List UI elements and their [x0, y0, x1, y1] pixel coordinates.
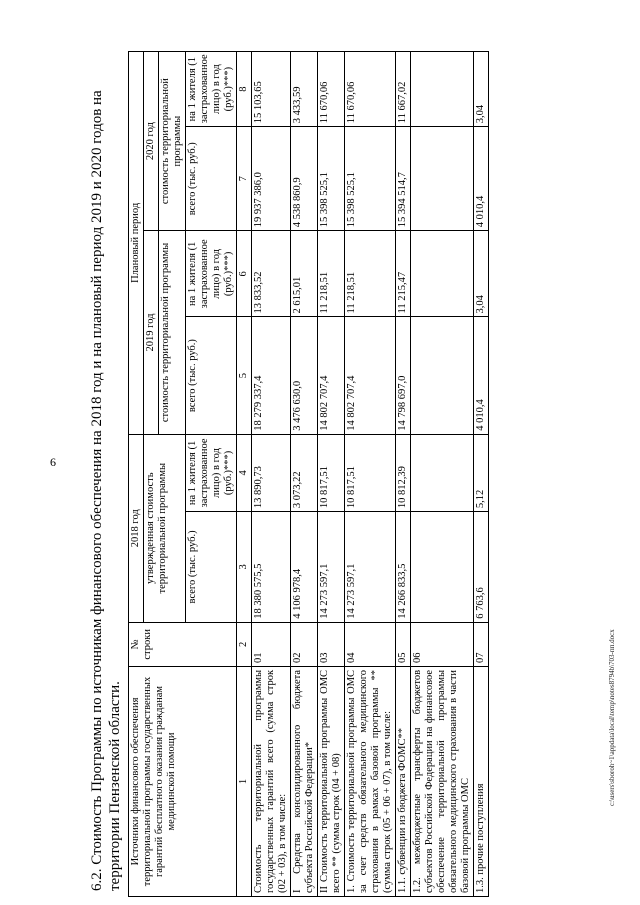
value-total-2019	[411, 317, 474, 434]
value-per-capita-2020	[411, 52, 474, 127]
value-per-capita-2019: 11 218,51	[318, 231, 345, 317]
col-index: 5	[237, 317, 252, 434]
value-total-2018: 4 106 978,4	[291, 512, 318, 623]
source-name: 1. Стоимость территориальной программы ОМС за счет средств обязательного медицинского страхования в рамках базовой программы ** (сумма строк (05 + 06 + 07), в том числе:	[345, 666, 396, 896]
table-row	[252, 52, 291, 897]
value-per-capita-2019	[411, 231, 474, 317]
table-row	[474, 52, 489, 897]
header-total-2020: всего (тыс. руб.)	[186, 127, 237, 231]
header-per-capita-2019: на 1 жителя (1 застрахованное лицо) в год (руб.)***)	[186, 231, 237, 317]
value-per-capita-2018: 5,12	[474, 434, 489, 511]
row-code: 06	[411, 622, 474, 666]
value-per-capita-2019: 3,04	[474, 231, 489, 317]
value-total-2019: 14 798 697,0	[396, 317, 411, 434]
header-total-2019: всего (тыс. руб.)	[186, 317, 237, 434]
row-code: 01	[252, 622, 291, 666]
col-index: 1	[237, 666, 252, 896]
table-row	[411, 52, 474, 897]
value-per-capita-2019: 13 833,52	[252, 231, 291, 317]
header-terr-cost-2020: стоимость территориальной программы	[159, 52, 186, 231]
footer-file-path: c:\users\sboroh~1\appdata\local\temp\notes8794b\703-пп.docx	[608, 629, 616, 806]
value-per-capita-2018: 10 817,51	[318, 434, 345, 511]
value-total-2020: 15 398 525,1	[345, 127, 396, 231]
col-index: 4	[237, 434, 252, 511]
source-name: Стоимость территориальной программы государственных гарантий всего (сумма строк (02 + 03), в том числе:	[252, 666, 291, 896]
value-total-2019: 4 010,4	[474, 317, 489, 434]
table-row	[345, 52, 396, 897]
value-total-2020: 15 394 514,7	[396, 127, 411, 231]
value-per-capita-2019: 11 218,51	[345, 231, 396, 317]
row-code: 07	[474, 622, 489, 666]
value-per-capita-2018: 3 073,22	[291, 434, 318, 511]
source-name: 1.1. субвенции из бюджета ФОМС**	[396, 666, 411, 896]
header-per-capita-2018: на 1 жителя (1 застрахованное лицо) в год (руб.)***)	[186, 434, 237, 511]
value-per-capita-2019: 11 215,47	[396, 231, 411, 317]
col-index: 8	[237, 52, 252, 127]
value-per-capita-2018: 10 812,39	[396, 434, 411, 511]
value-total-2020: 15 398 525,1	[318, 127, 345, 231]
row-code: 02	[291, 622, 318, 666]
col-index: 3	[237, 512, 252, 623]
table-row	[396, 52, 411, 897]
value-per-capita-2020: 3,04	[474, 52, 489, 127]
value-total-2018: 14 266 833,5	[396, 512, 411, 623]
col-index: 6	[237, 231, 252, 317]
value-per-capita-2020: 15 103,65	[252, 52, 291, 127]
value-total-2018: 18 380 575,5	[252, 512, 291, 623]
value-total-2020	[411, 127, 474, 231]
row-code: 04	[345, 622, 396, 666]
header-row-no: № строки	[129, 622, 237, 666]
col-index: 7	[237, 127, 252, 231]
column-index-row	[237, 52, 252, 897]
header-total-2018: всего (тыс. руб.)	[186, 512, 237, 623]
value-per-capita-2019: 2 615,01	[291, 231, 318, 317]
value-total-2020: 19 937 386,0	[252, 127, 291, 231]
value-total-2019: 18 279 337,4	[252, 317, 291, 434]
header-per-capita-2020: на 1 жителя (1 застрахованное лицо) в год (руб.)***)	[186, 52, 237, 127]
value-per-capita-2018	[411, 434, 474, 511]
source-name: I Средства консолидированного бюджета субъекта Российской Федерации*	[291, 666, 318, 896]
source-name: 1.2. межбюджетные трансферты бюджетов субъектов Российской Федерации на финансовое обеспечение территориальной программы обязательного медицинского страхования в части базовой программы ОМС	[411, 666, 474, 896]
value-per-capita-2020: 11 670,06	[318, 52, 345, 127]
value-per-capita-2020: 3 433,59	[291, 52, 318, 127]
header-2020: 2020 год	[144, 52, 159, 231]
value-total-2020: 4 538 860,9	[291, 127, 318, 231]
value-total-2019: 14 802 707,4	[318, 317, 345, 434]
value-total-2018: 14 273 597,1	[345, 512, 396, 623]
row-code: 03	[318, 622, 345, 666]
value-total-2018: 14 273 597,1	[318, 512, 345, 623]
value-per-capita-2018: 10 817,51	[345, 434, 396, 511]
value-per-capita-2020: 11 670,06	[345, 52, 396, 127]
header-approved-cost: утвержденная стоимость территориальной программы	[144, 434, 186, 622]
header-planned-period: Плановый период	[129, 52, 144, 435]
value-total-2019: 14 802 707,4	[345, 317, 396, 434]
value-total-2020: 4 010,4	[474, 127, 489, 231]
section-title: 6.2. Стоимость Программы по источникам финансового обеспечения на 2018 год и на плановый период 2019 и 2020 годов на территории Пензенской области.	[89, 90, 123, 891]
value-total-2018	[411, 512, 474, 623]
row-code: 05	[396, 622, 411, 666]
header-2018: 2018 год	[129, 434, 144, 622]
source-name: II Стоимость территориальной программы ОМС всего ** (сумма строк (04 + 08)	[318, 666, 345, 896]
table-row	[291, 52, 318, 897]
source-name: 1.3. прочие поступления	[474, 666, 489, 896]
col-index: 2	[237, 622, 252, 666]
value-per-capita-2020: 11 667,02	[396, 52, 411, 127]
rotated-page-content	[88, 47, 608, 897]
table-row	[318, 52, 345, 897]
value-total-2018: 6 763,6	[474, 512, 489, 623]
value-per-capita-2018: 13 890,73	[252, 434, 291, 511]
header-source: Источники финансового обеспечения территориальной программы государственных гарантий бесплатного оказания гражданам медицинской помощи	[129, 666, 237, 896]
cost-table	[128, 51, 489, 897]
value-total-2019: 3 476 630,0	[291, 317, 318, 434]
header-2019: 2019 год	[144, 231, 159, 435]
page-number: 6	[50, 455, 56, 469]
header-terr-cost-2019: стоимость территориальной программы	[159, 231, 186, 435]
